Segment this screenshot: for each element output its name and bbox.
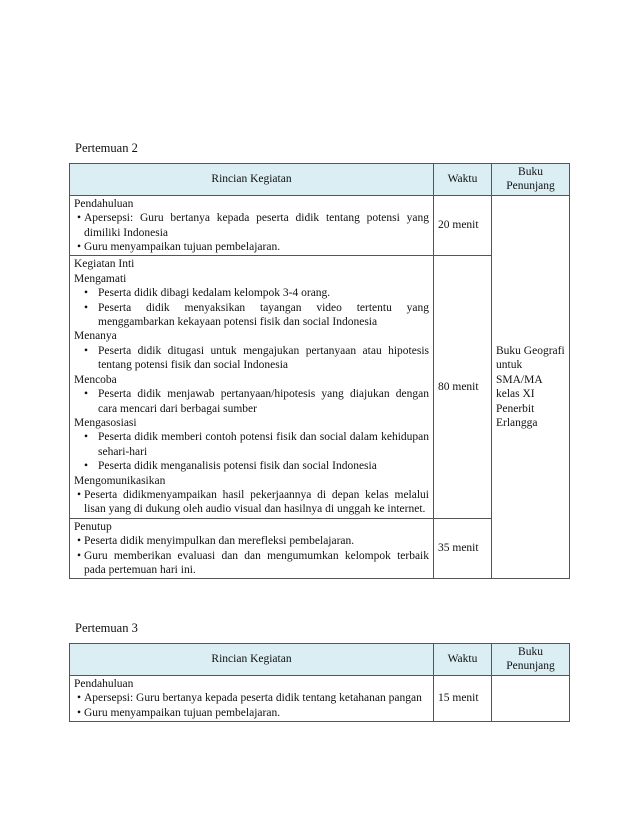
- header-time: Waktu: [434, 164, 492, 196]
- header-activity: Rincian Kegiatan: [70, 164, 434, 196]
- activity-bullet: [74, 211, 429, 240]
- book-cell: [492, 675, 570, 721]
- activity-heading: Pendahuluan: [74, 677, 134, 690]
- activity-heading: Menanya: [74, 330, 117, 343]
- activity-bullet: [74, 549, 429, 578]
- book-cell: Buku Geografi untuk SMA/MA kelas XI Penerbit Erlangga: [492, 195, 570, 579]
- activity-bullet: [74, 459, 429, 473]
- activity-cell: [70, 256, 434, 518]
- bullet-icon: •: [83, 388, 89, 401]
- activity-text: Peserta didik menganalisis potensi fisik dan social Indonesia: [98, 460, 377, 473]
- bullet-icon: •: [83, 287, 89, 300]
- activity-text: Peserta didik menjawab pertanyaan/hipotesis yang diajukan dengan cara mencari dari berbagai sumber: [98, 388, 429, 415]
- activity-heading: Mengamati: [74, 272, 127, 285]
- bullet-icon: •: [83, 301, 89, 314]
- schedule-table-1: [69, 163, 570, 579]
- time-cell: 80 menit: [434, 256, 492, 518]
- bullet-icon: •: [76, 212, 82, 225]
- activity-bullet: [74, 534, 429, 548]
- bullet-icon: •: [83, 460, 89, 473]
- header-book: Buku Penunjang: [492, 164, 570, 196]
- activity-text: Peserta didikmenyampaikan hasil pekerjaannya di depan kelas melalui lisan yang di dukung oleh audio visual dan hasilnya di unggah ke internet.: [84, 488, 429, 516]
- activity-text: Peserta didik menyimpulkan dan merefleksi pembelajaran.: [84, 535, 355, 548]
- activity-bullet: [74, 344, 429, 373]
- table-row: [70, 675, 570, 721]
- activity-text: Peserta didik ditugasi untuk mengajukan pertanyaan atau hipotesis tentang potensi fisik dan social Indonesia: [98, 344, 429, 372]
- header-time: Waktu: [434, 644, 492, 676]
- activity-heading: Mengasosiasi: [74, 416, 137, 429]
- activity-text: Apersepsi: Guru bertanya kepada peserta didik tentang potensi yang dimiliki Indonesia: [84, 212, 429, 239]
- activity-text: Guru menyampaikan tujuan pembelajaran.: [84, 706, 281, 719]
- activity-bullet: [74, 706, 429, 720]
- bullet-icon: •: [76, 692, 82, 705]
- time-cell: 35 menit: [434, 518, 492, 579]
- activity-bullet: [74, 430, 429, 459]
- time-cell: 20 menit: [434, 195, 492, 256]
- section-1-title: Pertemuan 2: [75, 141, 138, 155]
- table-header-row: [70, 164, 570, 196]
- activity-heading: Kegiatan Inti: [74, 258, 135, 271]
- activity-text: Apersepsi: Guru bertanya kepada peserta didik tentang ketahanan pangan: [84, 692, 422, 705]
- activity-heading: Penutup: [74, 520, 112, 533]
- activity-cell: [70, 675, 434, 721]
- activity-bullet: [74, 240, 429, 254]
- activity-bullet: [74, 387, 429, 416]
- table-row: [70, 195, 570, 256]
- table-header-row: [70, 644, 570, 676]
- bullet-icon: •: [83, 344, 89, 357]
- bullet-icon: •: [83, 431, 89, 444]
- bullet-icon: •: [76, 549, 82, 562]
- activity-bullet: [74, 301, 429, 330]
- activity-text: Guru menyampaikan tujuan pembelajaran.: [84, 241, 281, 254]
- bullet-icon: •: [76, 241, 82, 254]
- activity-heading: Mengomunikasikan: [74, 474, 166, 487]
- time-cell: 15 menit: [434, 675, 492, 721]
- activity-cell: [70, 518, 434, 579]
- activity-bullet: [74, 691, 429, 705]
- bullet-icon: •: [76, 706, 82, 719]
- activity-heading: Pendahuluan: [74, 197, 134, 210]
- activity-bullet: [74, 488, 429, 517]
- bullet-icon: •: [76, 535, 82, 548]
- header-activity: Rincian Kegiatan: [70, 644, 434, 676]
- bullet-icon: •: [76, 488, 82, 501]
- activity-text: Peserta didik dibagi kedalam kelompok 3-4 orang.: [98, 287, 331, 300]
- section-2-title: Pertemuan 3: [75, 621, 138, 635]
- header-book: Buku Penunjang: [492, 644, 570, 676]
- activity-bullet: [74, 286, 429, 300]
- activity-text: Peserta didik memberi contoh potensi fisik dan social dalam kehidupan sehari-hari: [98, 431, 429, 458]
- activity-text: Guru memberikan evaluasi dan dan mengumumkan kelompok terbaik pada pertemuan hari ini.: [84, 549, 429, 576]
- schedule-table-2: [69, 643, 570, 722]
- activity-heading: Mencoba: [74, 373, 117, 386]
- activity-cell: [70, 195, 434, 256]
- activity-text: Peserta didik menyaksikan tayangan video tertentu yang menggambarkan kekayaan potensi fisik dan social Indonesia: [98, 301, 429, 329]
